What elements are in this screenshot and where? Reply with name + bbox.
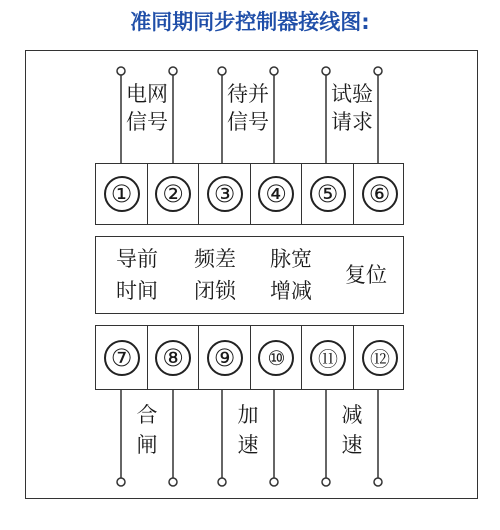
terminal-ring-4 bbox=[270, 67, 278, 75]
terminal-1 bbox=[96, 164, 148, 224]
function-freq-lock: 频差 闭锁 bbox=[194, 247, 236, 303]
terminal-number: ⑤ bbox=[310, 176, 346, 212]
terminal-number: ④ bbox=[258, 176, 294, 212]
terminal-7 bbox=[96, 326, 148, 389]
terminal-ring-12 bbox=[374, 478, 382, 486]
terminal-11 bbox=[302, 326, 354, 389]
label-close: 合 闸 bbox=[136, 403, 158, 457]
terminal-ring-3 bbox=[218, 67, 226, 75]
terminal-9 bbox=[199, 326, 251, 389]
terminal-ring-11 bbox=[322, 478, 330, 486]
terminal-number: ⑫ bbox=[362, 340, 398, 376]
function-lead-time: 导前 时间 bbox=[116, 247, 158, 303]
terminal-ring-9 bbox=[218, 478, 226, 486]
top-terminal-strip bbox=[95, 163, 404, 225]
terminal-ring-7 bbox=[117, 478, 125, 486]
terminal-number: ⑦ bbox=[104, 340, 140, 376]
function-reset: 复位 bbox=[345, 263, 387, 287]
label-grid-signal: 电网 信号 bbox=[126, 82, 168, 134]
terminal-6 bbox=[354, 164, 405, 224]
terminal-12 bbox=[354, 326, 405, 389]
function-pulse-width: 脉宽 增减 bbox=[270, 247, 312, 303]
terminal-number: ⑧ bbox=[155, 340, 191, 376]
terminal-number: ⑨ bbox=[207, 340, 243, 376]
diagram-title: 准同期同步控制器接线图: bbox=[130, 10, 370, 34]
terminal-10 bbox=[251, 326, 302, 389]
terminal-ring-2 bbox=[169, 67, 177, 75]
terminal-ring-1 bbox=[117, 67, 125, 75]
terminal-number: ① bbox=[104, 176, 140, 212]
label-slow-down: 减 速 bbox=[341, 403, 363, 457]
terminal-3 bbox=[199, 164, 251, 224]
terminal-ring-6 bbox=[374, 67, 382, 75]
terminal-number: ③ bbox=[207, 176, 243, 212]
bottom-terminal-strip bbox=[95, 325, 404, 390]
terminal-5 bbox=[302, 164, 354, 224]
terminal-number: ⑥ bbox=[362, 176, 398, 212]
label-speed-up: 加 速 bbox=[237, 403, 259, 457]
terminal-number: ② bbox=[155, 176, 191, 212]
terminal-2 bbox=[148, 164, 199, 224]
label-test-request: 试验 请求 bbox=[331, 82, 373, 134]
terminal-ring-8 bbox=[169, 478, 177, 486]
terminal-number: ⑪ bbox=[310, 340, 346, 376]
terminal-ring-5 bbox=[322, 67, 330, 75]
terminal-4 bbox=[251, 164, 302, 224]
label-standby-signal: 待并 信号 bbox=[227, 82, 269, 134]
terminal-ring-10 bbox=[270, 478, 278, 486]
function-panel bbox=[95, 236, 404, 314]
terminal-number: ⑩ bbox=[258, 340, 294, 376]
terminal-8 bbox=[148, 326, 199, 389]
